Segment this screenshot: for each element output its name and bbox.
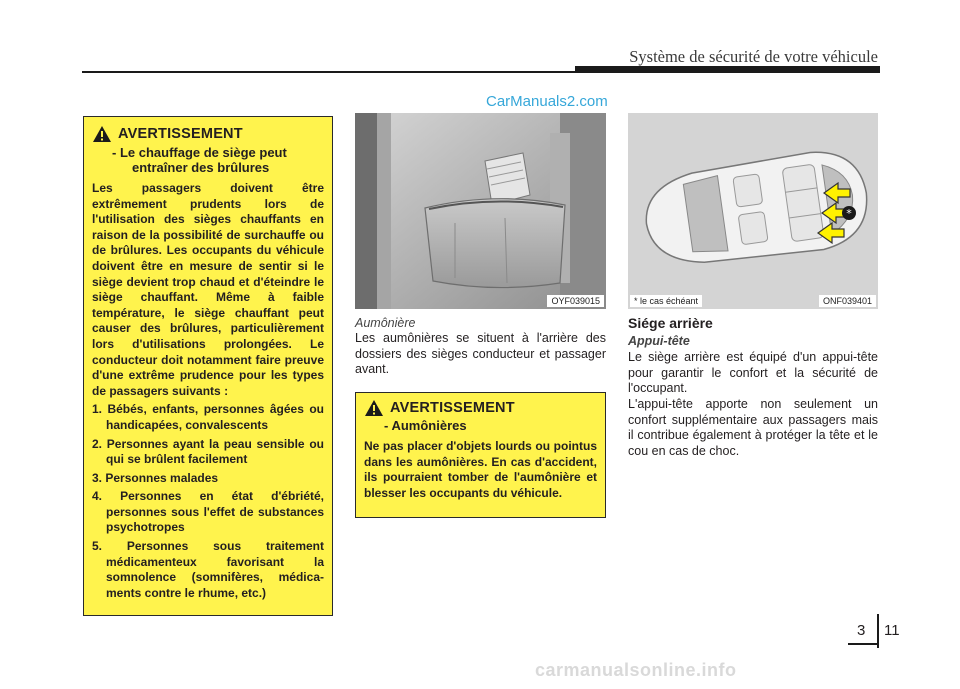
warning-header: [92, 125, 324, 143]
warning-box-seat-back-pocket: [355, 392, 606, 518]
photo-note: * le cas échéant: [630, 295, 702, 307]
watermark-bottom: carmanualsonline.info: [535, 660, 737, 680]
section-title-rear-seat: Siége arrière: [628, 315, 713, 331]
photo-code: OYF039015: [547, 295, 604, 307]
warning-triangle-icon: [92, 125, 112, 143]
warning-subtitle: - Aumônières: [384, 418, 467, 433]
warning-body: Ne pas placer d'objets lourds ou pointus dans les aumônières. En cas d'accident, ils pourraient tomber de l'aumônière et blesser les occupants du véhicule.: [364, 439, 597, 500]
seat-back-pocket-illustration: [355, 113, 606, 309]
warning-subtitle: [112, 145, 324, 175]
paragraph-seat-back-pocket: Les aumônières se situent à l'arrière des dossiers des sièges conducteur et passager avant.: [355, 331, 606, 376]
warning-title: AVERTISSEMENT: [118, 126, 243, 142]
list-item: 5. Personnes sous traitement médicamenteux favorisant la somnolence (somnifères, médica-ments contre le rhume, etc.): [92, 539, 324, 600]
warning-header: [364, 399, 597, 417]
list-item: 3. Personnes malades: [92, 470, 219, 485]
list-item: 4. Personnes en état d'ébriété, personnes sous l'effet de substances psychotropes: [92, 489, 324, 535]
warning-subtitle-line2: entraîner des brûlures: [132, 160, 270, 175]
list-item: 2. Personnes ayant la peau sensible ou qui se brûlent facilement: [92, 436, 324, 467]
warning-body: Les passagers doivent être extrêmement prudents lors de l'utilisation des sièges chauffants en raison de la possibilité de surchauffe ou de brûlures. Les occupants du véhicule doivent être en mesure de sentir si le siège devient trop chaud et d'éteindre le siège chauffant. Même à faible température, le siège chauffant peut causer des brûlures, particulièrement lors d'utilisations prolongées. Le conducteur doit notamment faire preuve d'une extrême prudence pour les types de passagers suivants :: [92, 181, 324, 398]
warning-list: [92, 402, 324, 601]
photo-code: ONF039401: [819, 295, 876, 307]
page-number-rule: [848, 643, 878, 645]
svg-text:*: *: [846, 207, 852, 220]
warning-box-heated-seat: [83, 116, 333, 616]
rear-headrest-diagram: [628, 113, 878, 309]
header-rule-accent: [575, 66, 880, 73]
warning-subtitle-line1: - Le chauffage de siège peut: [112, 145, 287, 160]
paragraph-headrest-2: L'appui-tête apporte non seulement un confort supplémentaire aux passagers mais il contribue également à protéger la tête et le cou en cas de choc.: [628, 397, 878, 458]
paragraph-headrest-1: Le siège arrière est équipé d'un appui-tête pour garantir le confort et la sécurité de l'occupant.: [628, 350, 878, 395]
list-item: 1. Bébés, enfants, personnes âgées ou handicapées, convalescents: [92, 402, 324, 432]
warning-triangle-icon: [364, 399, 384, 417]
subsection-title-headrest: Appui-tête: [628, 334, 690, 348]
seat-back-pocket-photo: [355, 113, 606, 309]
chapter-number: 3: [857, 622, 866, 639]
page-header-title: Système de sécurité de votre véhicule: [629, 47, 878, 66]
caption-seat-back-pocket: Aumônière: [355, 316, 416, 330]
car-top-view-illustration: [628, 113, 878, 309]
watermark-link[interactable]: CarManuals2.com: [486, 93, 608, 110]
warning-title: AVERTISSEMENT: [390, 400, 515, 416]
page-number: 11: [884, 622, 900, 639]
